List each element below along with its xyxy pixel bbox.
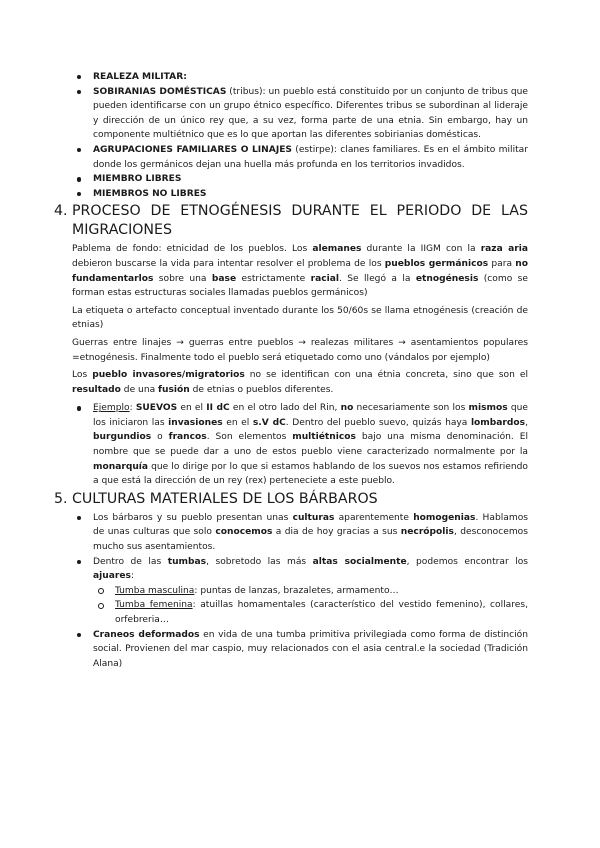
section-5-heading — [54, 490, 528, 509]
list-item: Los bárbaros y su pueblo presentan unas culturas aparentemente homogenias. Hablamos de unas culturas que solo conocemos a dia de hoy gracias a sus necrópolis, desconocemos mucho sus asentamientos. — [72, 511, 528, 555]
paragraph: Guerras entre linajes → guerras entre pueblos → realezas militares → asentamientos populares =etnogénesis. Finalmente todo el pueblo será etiquetado como uno (vándalos por ejemplo) — [72, 337, 528, 363]
section-title: PROCESO DE ETNOGÉNESIS DURANTE EL PERIODO DE LAS MIGRACIONES — [72, 203, 528, 239]
list-item: Dentro de las tumbas, sobretodo las más altas socialmente, podemos encontrar los ajuares: Tumba masculina: puntas de lanzas, brazaletes, armamento… Tumba femenina: atuillas homamentales (característico del vestido femenino), collares, orfebreria… — [72, 555, 528, 628]
social-structure-list — [72, 70, 528, 201]
section-number: 5. — [54, 490, 68, 507]
list-item: AGRUPACIONES FAMILIARES O LINAJES (estirpe): clanes familiares. Es en el ámbito militar donde los germánicos dejan una huella más profunda en los territorios invadidos. — [72, 143, 528, 172]
page-content — [54, 70, 529, 671]
grave-goods-sublist — [93, 584, 528, 628]
paragraph: Pablema de fondo: etnicidad de los pueblos. Los alemanes durante la IIGM con la raza aria debieron buscarse la vida para intentar resolver el problema de los pueblos germánicos para no fundamentarlos sobre una base estrictamente racial. Se llegó a la etnogénesis (como se forman estas estructuras sociales llamadas pueblos germánicos) — [72, 244, 529, 299]
list-item: SOBIRANIAS DOMÉSTICAS (tribus): un pueblo está constituido por un conjunto de tribus que pueden identificarse con un grupo étnico específico. Diferentes tribus se subordinan al lideraje y dirección de un único rey que, a su vez, forma parte de una etnia. Sin embargo, hay un componente multiétnico que es lo que aportan las diferentes sobirianias domésticas. — [72, 85, 528, 143]
paragraph: La etiqueta o artefacto conceptual inventado durante los 50/60s se llama etnogénesis (creación de etnias) — [72, 305, 528, 331]
material-culture-list — [72, 511, 528, 672]
sublist-item: Tumba femenina: atuillas homamentales (característico del vestido femenino), collares, orfebreria… — [93, 598, 528, 627]
list-item: Ejemplo: SUEVOS en el II dC en el otro lado del Rin, no necesariamente son los mismos que los iniciaron las invasiones en el s.V dC. Dentro del pueblo suevo, quizás haya lombardos, burgundios o francos. Son elementos multiétnicos bajo una misma denominación. El nombre que se puede dar a uno de estos pueblo viene caracterizado normalmente por la monarquía que lo dirige por lo que si estamos hablando de los suevos nos estamos refiriendo a que está la dirección de un rey (rex) perteneciete a este pueblo. — [72, 401, 528, 489]
section-title: CULTURAS MATERIALES DE LOS BÁRBAROS — [72, 490, 378, 507]
section-number: 4. — [54, 203, 68, 220]
list-item: MIEMBRO LIBRES — [72, 172, 528, 187]
section-4-heading — [54, 202, 528, 240]
list-item: MIEMBROS NO LIBRES — [72, 187, 528, 202]
sublist-item: Tumba masculina: puntas de lanzas, brazaletes, armamento… — [93, 584, 528, 599]
example-list — [72, 401, 528, 489]
paragraph: Los pueblo invasores/migratorios no se identifican con una étnia concreta, sino que son el resultado de una fusión de etnias o pueblos diferentes. — [72, 370, 528, 395]
list-item: Craneos deformados en vida de una tumba primitiva privilegiada como forma de distinción social. Provienen del mar caspio, muy relacionados con el asia central.e la sociedad (Tradición Alana) — [72, 628, 528, 672]
list-item: REALEZA MILITAR: — [72, 70, 528, 85]
